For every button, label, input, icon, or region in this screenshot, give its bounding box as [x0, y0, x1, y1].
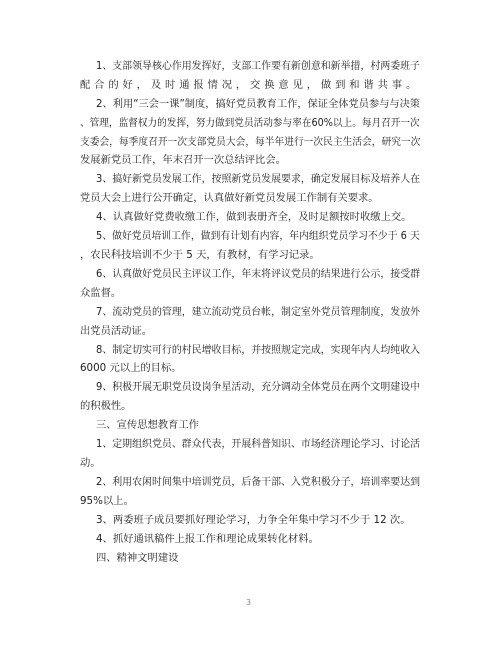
text-line: 配合的好，及时通报情况，交换意见，做到和谐共事。: [80, 79, 421, 91]
text-line: 5、做好党员培训工作，做到有计划有内容，年内组织党员学习不少于 6 天: [96, 230, 420, 242]
text-line: 4、抓好通讯稿件上报工作和理论成果转化材料。: [96, 533, 319, 545]
text-line: 8、制定切实可行的村民增收目标，并按照规定完成，实现年内人均纯收入: [96, 344, 421, 356]
text-line: 众监督。: [80, 287, 122, 299]
text-line: 2、利用“三会一课”制度，搞好党员教育工作，保证全体党员参与与决策: [96, 98, 421, 110]
text-line: 四、精神文明建设: [96, 552, 179, 564]
text-line: 6、认真做好党员民主评议工作，年末将评议党员的结果进行公示，接受群: [96, 268, 421, 280]
text-line: 6000 元以上的目标。: [80, 362, 182, 374]
text-line: 、管理，监督权力的发挥，努力做到党员活动参与率在60%以上。每月召开一次: [80, 117, 420, 129]
text-line: 出党员活动证。: [80, 325, 153, 337]
text-line: 3、搞好新党员发展工作，按照新党员发展要求，确定发展目标及培养人在: [96, 173, 421, 185]
text-line: 4、认真做好党费收缴工作，做到表册齐全，及时足额按时收缴上交。: [96, 211, 412, 223]
text-line: 9、积极开展无职党员设岗争星活动，充分调动全体党员在两个文明建设中: [96, 381, 421, 393]
text-line: 发展新党员工作，年末召开一次总结评比会。: [80, 154, 286, 166]
text-line: 3、两委班子成员要抓好理论学习，力争全年集中学习不少于 12 次。: [96, 514, 411, 526]
text-line: 动。: [80, 457, 101, 469]
text-line: 的积极性。: [80, 400, 132, 412]
page-number: 3: [246, 598, 252, 607]
text-line: 7、流动党员的管理，建立流动党员台帐，制定室外党员管理制度，发放外: [96, 306, 421, 318]
text-line: 支委会，每季度召开一次支部党员大会，每半年进行一次民主生活会，研究一次: [80, 136, 421, 148]
text-line: 三、宣传思想教育工作: [96, 419, 199, 431]
text-line: ，农民科技培训不少于 5 天，有教材，有学习记录。: [80, 249, 320, 261]
text-line: 1、定期组织党员、群众代表，开展科普知识、市场经济理论学习、讨论活: [96, 438, 421, 450]
text-line: 党员大会上进行公开确定，认真做好新党员发展工作制有关要求。: [80, 192, 379, 204]
text-line: 2、利用农闲时间集中培训党员，后备干部、入党积极分子，培训率要达到: [96, 476, 421, 488]
text-line: 95%以上。: [80, 495, 134, 507]
text-line: 1、支部领导核心作用发挥好，支部工作要有新创意和新举措，村两委班子: [96, 60, 421, 72]
